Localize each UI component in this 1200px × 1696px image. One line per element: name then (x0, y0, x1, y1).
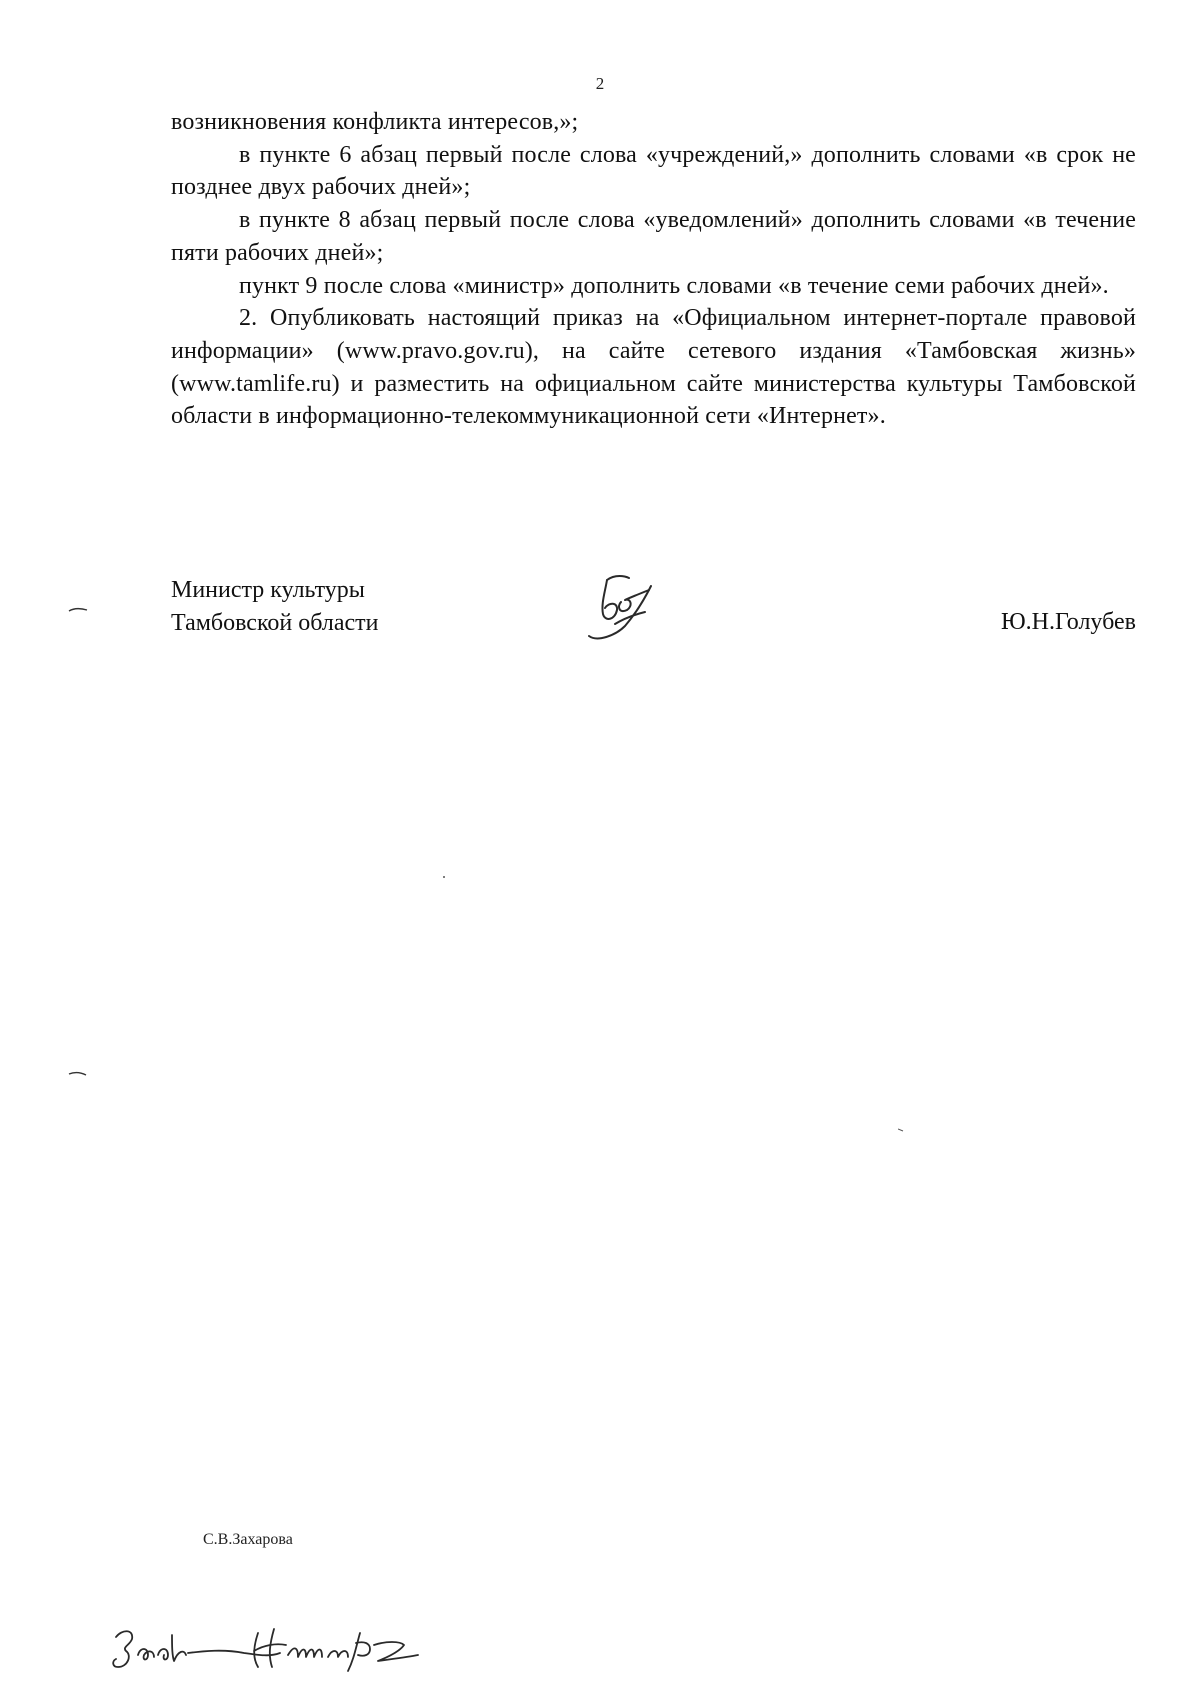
position-line: Министр культуры (171, 577, 365, 603)
handwritten-signature (108, 1615, 488, 1685)
document-body (171, 106, 1136, 433)
executor-name: С.В.Захарова (203, 1531, 293, 1548)
paragraph: в пункте 6 абзац первый после слова «учреждений,» дополнить словами «в срок не позднее двух рабочих дней»; (171, 141, 1136, 201)
paragraph: пункт 9 после слова «министр» дополнить словами «в течение семи рабочих дней». (239, 272, 1109, 299)
paragraph: 2. Опубликовать настоящий приказ на «Официальном интернет-портале правовой информации» (www.pravo.gov.ru), на сайте сетевого издания «Тамбовская жизнь» (www.tamlife.ru) и разместить на официальном сайте министерства культуры Тамбовской области в информационно-телекоммуникационной сети «Интернет». (171, 305, 1136, 430)
paragraph: возникновения конфликта интересов,»; (171, 109, 579, 135)
position-line: Тамбовской области (171, 609, 379, 636)
scan-mark (442, 875, 446, 879)
scan-mark (898, 1128, 904, 1132)
handwritten-signature (585, 572, 685, 642)
scan-mark (68, 606, 88, 614)
scan-mark (68, 1070, 88, 1078)
paragraph: в пункте 8 абзац первый после слова «уведомлений» дополнить словами «в течение пяти рабочих дней»; (171, 207, 1136, 266)
signatory-name: Ю.Н.Голубев (1001, 609, 1136, 635)
signatory-position (171, 574, 378, 639)
page-number: 2 (595, 74, 605, 93)
